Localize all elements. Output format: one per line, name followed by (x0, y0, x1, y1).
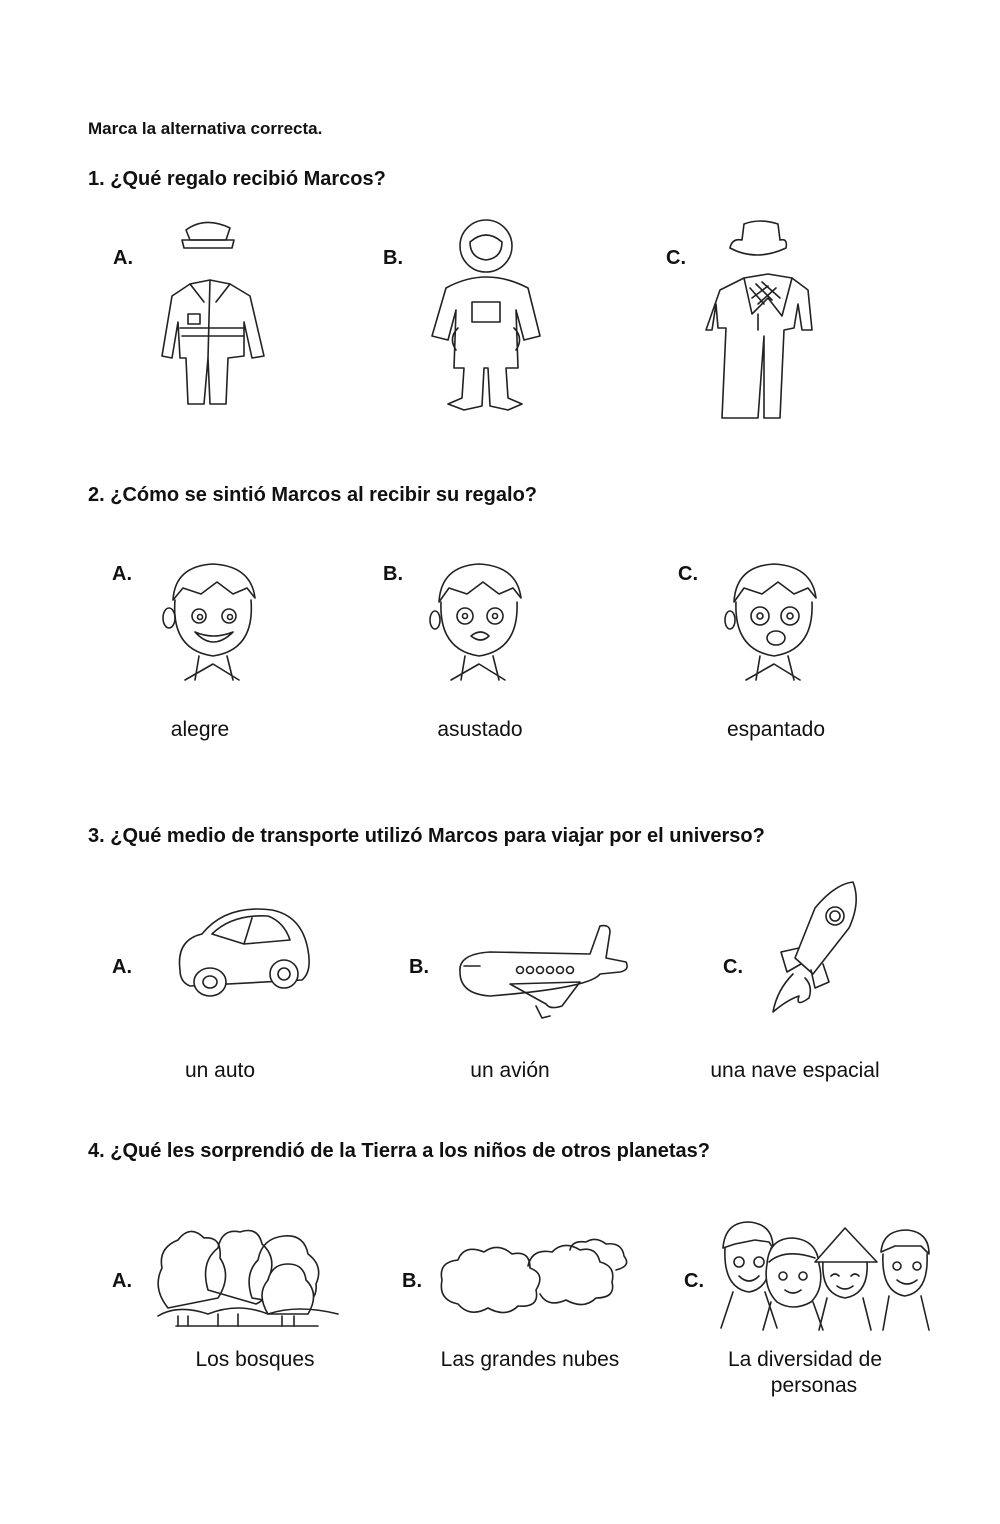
astronaut-suit-icon[interactable] (428, 218, 548, 418)
rocket-icon[interactable] (765, 878, 865, 1018)
q2-option-c-caption: espantado (726, 718, 826, 741)
scared-boy-icon[interactable] (425, 560, 535, 685)
instruction-text: Marca la alternativa correcta. (88, 119, 323, 138)
question-2-prompt: 2. ¿Cómo se sintió Marcos al recibir su regalo? (88, 484, 538, 506)
q4-option-a-letter[interactable]: A. (112, 1270, 132, 1292)
q1-option-a-letter[interactable]: A. (113, 247, 133, 269)
question-1-prompt: 1. ¿Qué regalo recibió Marcos? (88, 168, 386, 190)
car-icon[interactable] (172, 900, 317, 1005)
q3-option-c-letter[interactable]: C. (723, 956, 743, 978)
airplane-icon[interactable] (450, 922, 630, 1027)
q3-option-a-letter[interactable]: A. (112, 956, 132, 978)
q2-option-b-letter[interactable]: B. (383, 563, 403, 585)
q1-option-c-letter[interactable]: C. (666, 247, 686, 269)
q3-option-b-caption: un avión (470, 1059, 550, 1082)
q4-option-c-caption-line1: La diversidad de (727, 1348, 883, 1371)
question-3-prompt: 3. ¿Qué medio de transporte utilizó Marcos para viajar por el universo? (88, 825, 765, 847)
question-4-prompt: 4. ¿Qué les sorprendió de la Tierra a los niños de otros planetas? (88, 1140, 711, 1162)
frightened-boy-icon[interactable] (718, 560, 833, 685)
q3-option-a-caption: un auto (184, 1059, 256, 1082)
diverse-people-icon[interactable] (715, 1218, 940, 1333)
q4-option-b-caption: Las grandes nubes (440, 1348, 620, 1371)
q4-option-c-caption-line2: personas (770, 1374, 858, 1397)
q4-option-c-letter[interactable]: C. (684, 1270, 704, 1292)
q2-option-c-letter[interactable]: C. (678, 563, 698, 585)
q2-option-a-caption: alegre (170, 718, 230, 741)
happy-boy-icon[interactable] (155, 560, 270, 685)
cowboy-costume-icon[interactable] (706, 218, 836, 423)
q4-option-a-caption: Los bosques (195, 1348, 315, 1371)
q4-option-b-letter[interactable]: B. (402, 1270, 422, 1292)
q1-option-b-letter[interactable]: B. (383, 247, 403, 269)
forest-icon[interactable] (148, 1218, 343, 1330)
clouds-icon[interactable] (436, 1238, 632, 1318)
police-uniform-icon[interactable] (160, 218, 280, 418)
q3-option-c-caption: una nave espacial (710, 1059, 880, 1082)
q3-option-b-letter[interactable]: B. (409, 956, 429, 978)
q2-option-b-caption: asustado (437, 718, 523, 741)
q2-option-a-letter[interactable]: A. (112, 563, 132, 585)
